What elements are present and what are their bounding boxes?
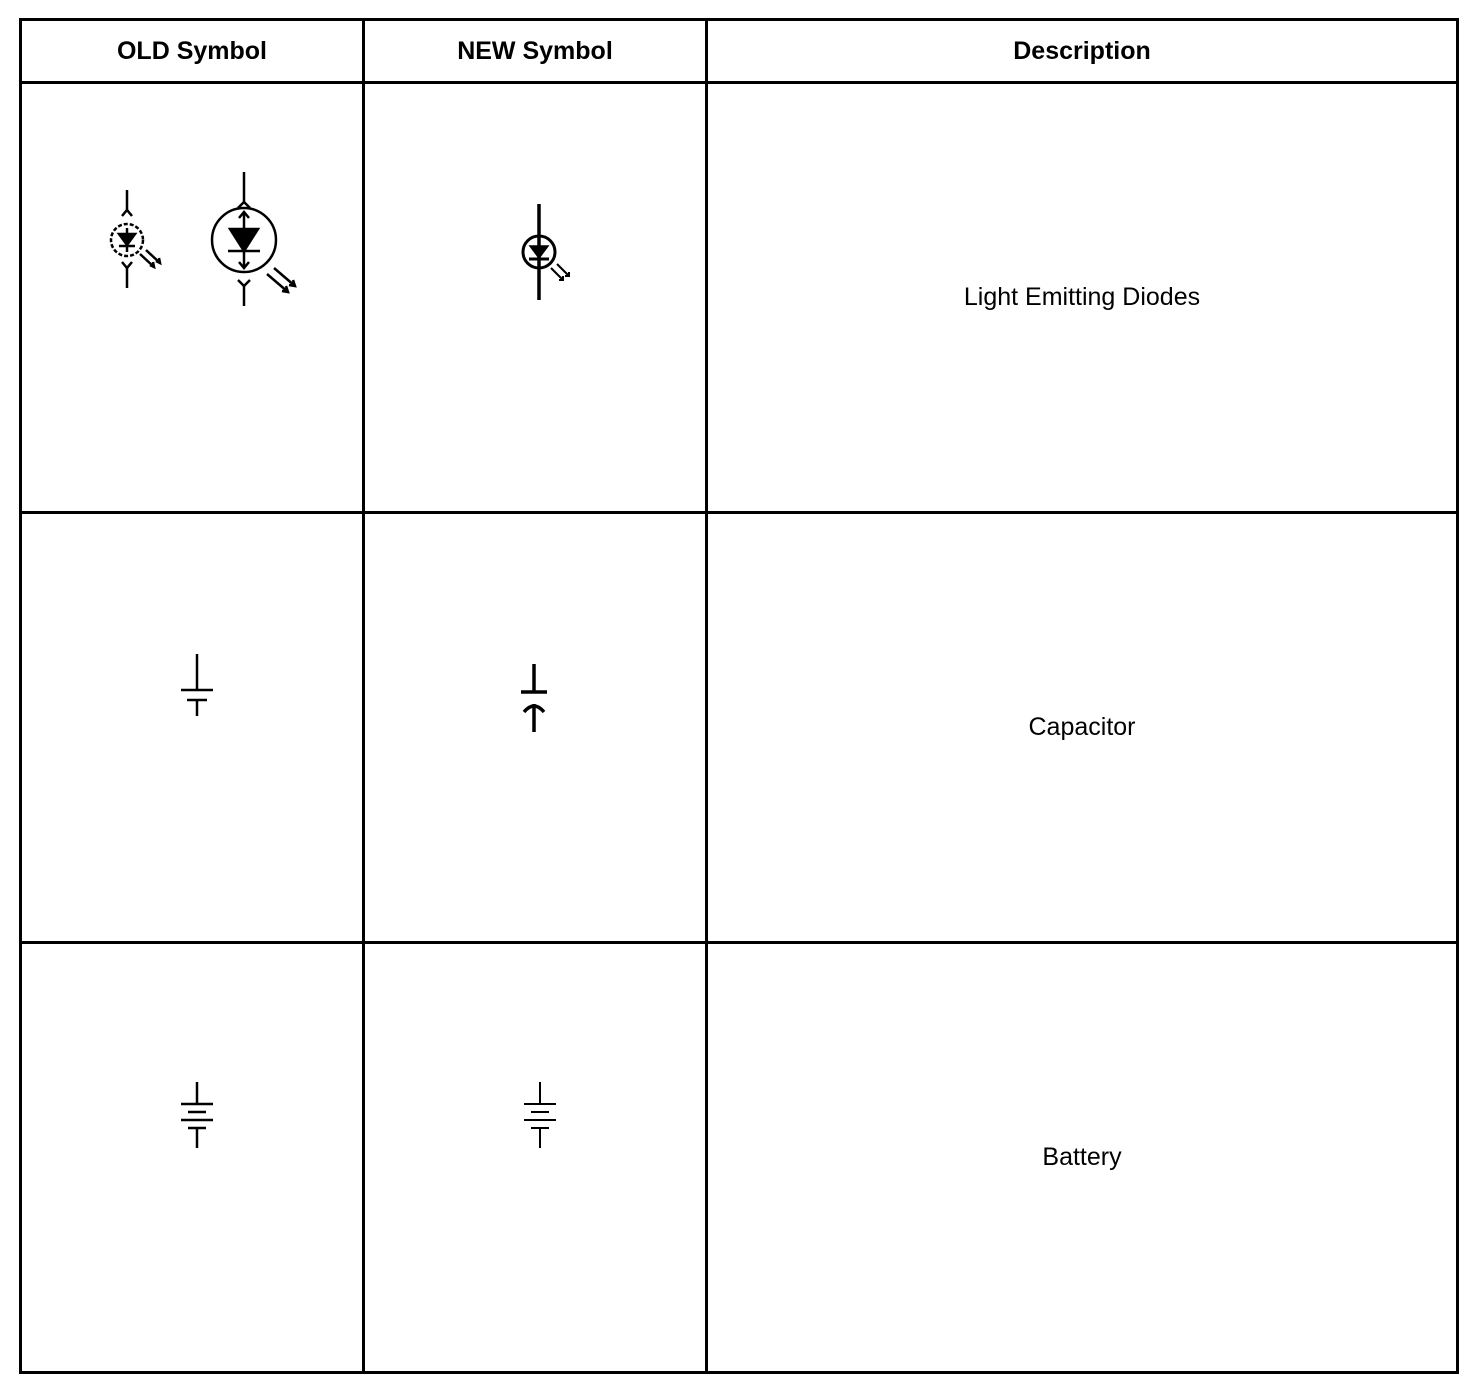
led-small-icon [111,190,160,288]
description-text: Light Emitting Diodes [963,283,1201,311]
table-row [21,513,1458,943]
old-symbol-cell [21,943,364,1373]
led-new-icon [365,84,705,511]
description-cell [707,513,1458,943]
new-symbol-cell [364,513,707,943]
table-row [21,83,1458,513]
description-text: Battery [1042,1143,1122,1171]
symbol-comparison-table [19,18,1459,1374]
description-cell [707,943,1458,1373]
new-symbol-cell [364,943,707,1373]
header-old-symbol: OLD Symbol [21,20,364,83]
led-old-icons [22,84,362,511]
old-symbol-cell [21,513,364,943]
capacitor-new-icon [365,514,705,941]
battery-new-icon [365,944,705,1371]
description-text: Capacitor [1028,713,1136,741]
capacitor-old-icon [22,514,362,941]
description-cell [707,83,1458,513]
led-large-icon [212,172,295,306]
header-description: Description [707,20,1458,83]
old-symbol-cell [21,83,364,513]
new-symbol-cell [364,83,707,513]
header-new-symbol: NEW Symbol [364,20,707,83]
header-row [21,20,1458,83]
table-row [21,943,1458,1373]
battery-old-icon [22,944,362,1371]
